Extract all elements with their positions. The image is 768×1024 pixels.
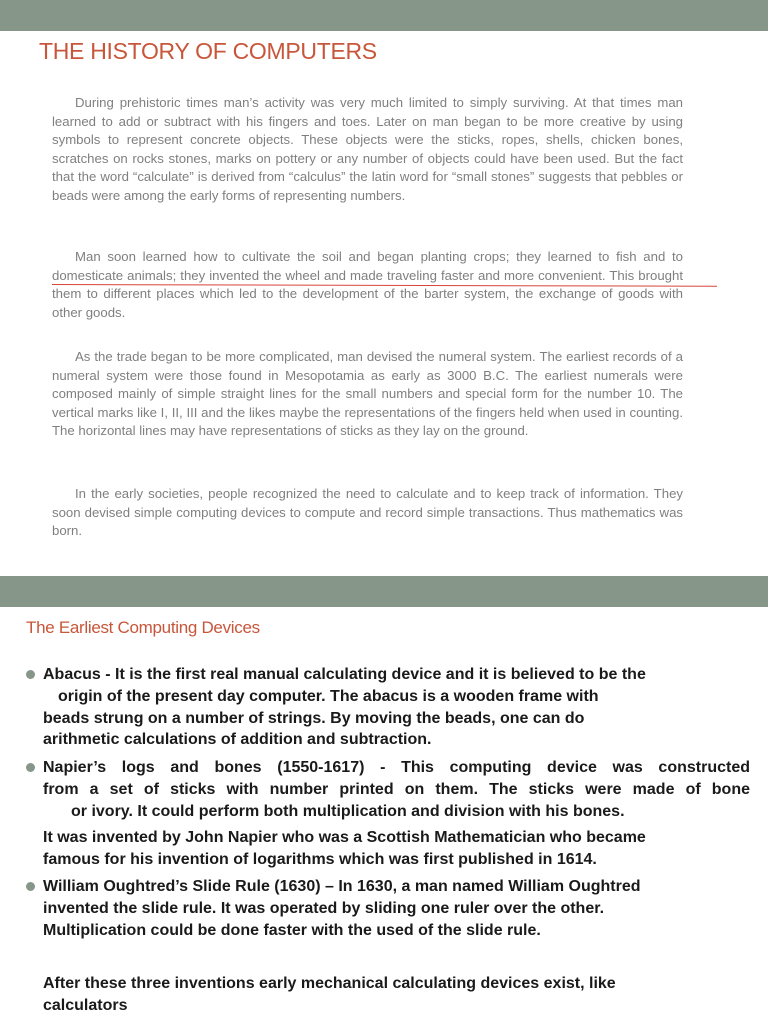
bullet-dot-icon: [26, 763, 35, 772]
bullet-line: Napier’s logs and bones (1550-1617) - This computing device was constructed: [43, 759, 750, 776]
bullet-napier: [43, 757, 750, 822]
bullet-line: beads strung on a number of strings. By moving the beads, one can do: [43, 709, 585, 727]
paragraph-numeral-system: As the trade began to be more complicated, man devised the numeral system. The earliest records of a numeral system were those found in Mesopotamia as early as 3000 B.C. The earliest numerals were composed mainly of simple straight lines for the small numbers and special form for the number 10. The vertical marks like I, II, III and the likes maybe the representations of the fingers held when used in counting. The horizontal lines may have representations of sticks as they lay on the ground.: [52, 349, 683, 439]
paragraph-prehistoric: During prehistoric times man’s activity was very much limited to simply surviving. At that times man learned to add or subtract with his fingers and toes. Later on man began to be more creative by using symbols to represent concrete objects. These objects were the sticks, ropes, shells, chicken bones, scratches on rocks stones, marks on pottery or any number of objects could have been used. But the fact that the word “calculate” is derived from “calculus” the latin word for “small stones” suggests that pebbles or beads were among the early forms of representing numbers.: [52, 95, 683, 203]
bullet-line: arithmetic calculations of addition and subtraction.: [43, 731, 432, 749]
conclusion-text: [43, 973, 750, 1017]
bullet-line: After these three inventions early mechanical calculating devices exist, like: [43, 975, 616, 992]
bullet-line: invented the slide rule. It was operated by sliding one ruler over the other.: [43, 899, 605, 917]
bullet-dot-icon: [26, 670, 35, 679]
bullet-slide-rule: [43, 876, 750, 941]
bullet-line: It was invented by John Napier who was a Scottish Mathematician who became: [43, 829, 646, 846]
bullet-line: famous for his invention of logarithms which was first published in 1614.: [43, 850, 597, 868]
paragraph-agriculture: Man soon learned how to cultivate the soil and began planting crops; they learned to fish and to domesticate animals; they invented the wheel and made traveling faster and more convenient. This brought them to different places which led to the development of the barter system, the exchange of goods with other goods.: [52, 249, 683, 320]
bullet-line: William Oughtred’s Slide Rule (1630) – In 1630, a man named William Oughtred: [43, 878, 641, 895]
bullet-line: or ivory. It could perform both multiplication and division with his bones.: [71, 802, 625, 820]
bullet-line: Abacus - It is the first real manual calculating device and it is believed to be the: [43, 666, 646, 683]
section-title: The Earliest Computing Devices: [26, 618, 260, 637]
page-title: THE HISTORY OF COMPUTERS: [39, 38, 377, 64]
bullet-line: origin of the present day computer. The abacus is a wooden frame with: [58, 687, 599, 705]
bullet-line: calculators: [43, 996, 128, 1014]
section-divider-band: [0, 576, 768, 607]
napier-continuation: [43, 827, 750, 871]
paragraph-mathematics: In the early societies, people recognized the need to calculate and to keep track of information. They soon devised simple computing devices to compute and record simple transactions. Thus mathematics was born.: [52, 486, 683, 539]
top-decorative-band: [0, 0, 768, 31]
bullet-abacus: [43, 664, 750, 751]
bullet-line: Multiplication could be done faster with the used of the slide rule.: [43, 921, 541, 939]
bullet-line: from a set of sticks with number printed on them. The sticks were made of bone: [43, 780, 750, 798]
bullet-dot-icon: [26, 882, 35, 891]
